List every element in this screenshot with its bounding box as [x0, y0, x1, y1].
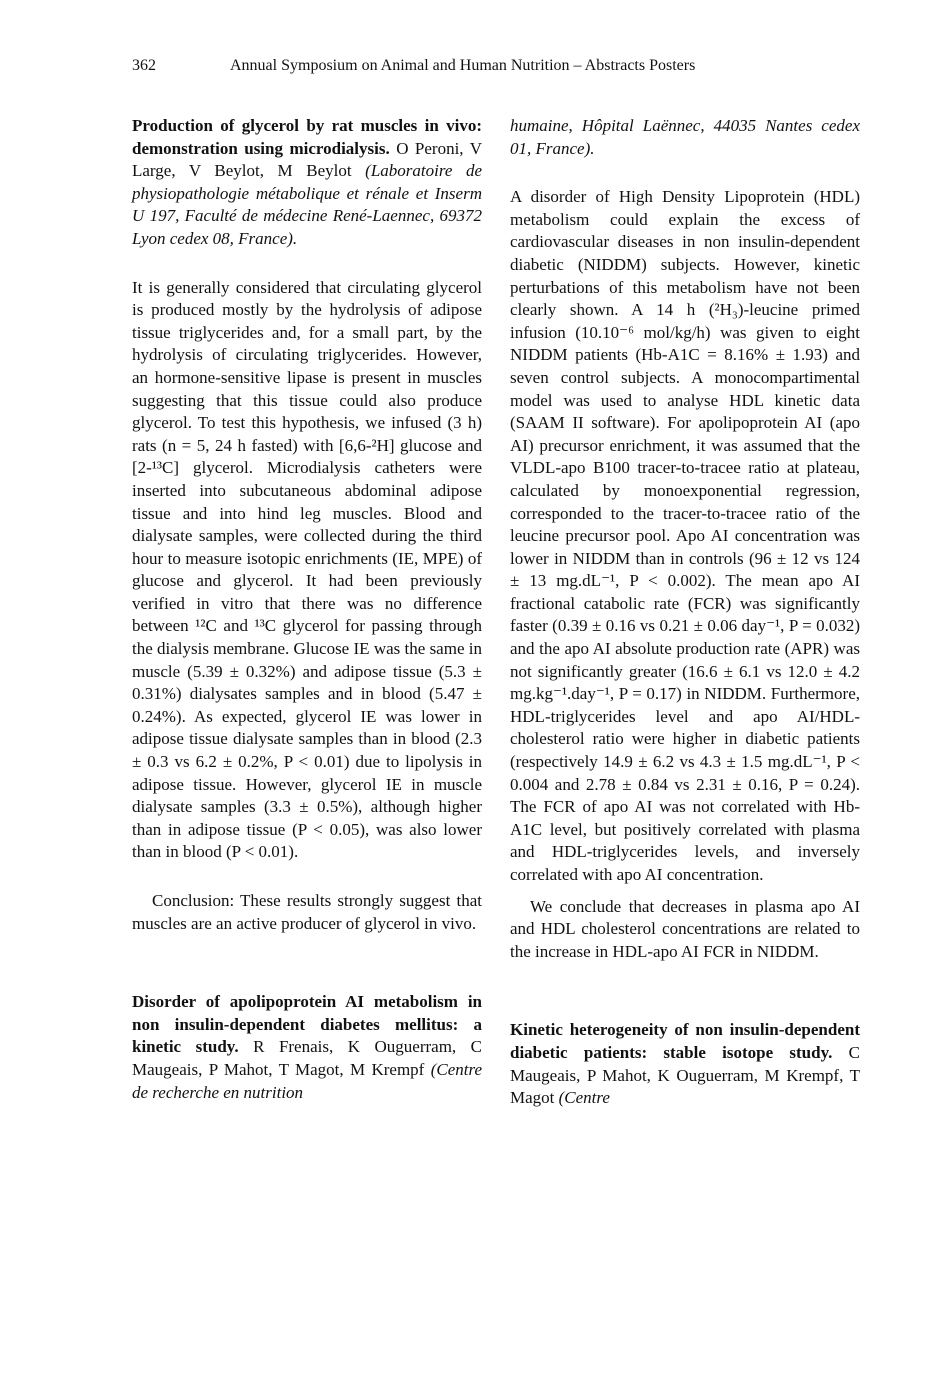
- abstract-apo-ai-metabolism-continued: [510, 115, 860, 963]
- abstract-affiliation: (Laboratoire de physiopathologie métabolique et rénale et Inserm U 197, Faculté de médecine René-Laennec, 69372 Lyon cedex 08, France).: [132, 161, 482, 248]
- abstract-authors: R Frenais, K Ouguerram, C Maugeais, P Mahot, T Magot, M Krempf: [132, 1037, 483, 1079]
- right-column: [510, 115, 860, 1110]
- abstract-title: Kinetic heterogeneity of non insulin-dependent diabetic patients: stable isotope study.: [510, 1020, 860, 1062]
- abstract-title: Production of glycerol by rat muscles in vivo: demonstration using microdialysis.: [132, 116, 482, 158]
- left-column: [132, 115, 482, 1104]
- running-title: Annual Symposium on Animal and Human Nutrition – Abstracts Posters: [230, 57, 696, 74]
- abstract-heading: [132, 115, 482, 251]
- abstract-apo-ai-metabolism: [132, 991, 482, 1104]
- abstract-body: It is generally considered that circulating glycerol is produced mostly by the hydrolysis of adipose tissue triglycerides and, for a small part, by the hydrolysis of circulating triglycerides. However, an hormone-sensitive lipase is present in muscles suggesting that this tissue could also produce glycerol. To test this hypothesis, we infused (3 h) rats (n = 5, 24 h fasted) with [6,6-²H] glucose and [2-¹³C] glycerol. Microdialysis catheters were inserted into subcutaneous abdominal adipose tissue and into hind leg muscles. Blood and dialysate samples, were collected during the third hour to measure isotopic enrichments (IE, MPE) of glucose and glycerol. It had been previously verified in vitro that there was no difference between ¹²C and ¹³C glycerol for passing through the dialysis membrane. Glucose IE was the same in muscle (5.39 ± 0.32%) and adipose tissue (5.3 ± 0.31%) dialysates samples and in blood (5.47 ± 0.24%). As expected, glycerol IE was lower in adipose tissue dialysate samples than in blood (2.3 ± 0.3 vs 6.2 ± 0.2%, P < 0.01) due to lipolysis in adipose tissue. However, glycerol IE in muscle dialysate samples (3.3 ± 0.5%), although higher than in adipose tissue (P < 0.05), was also lower than in blood (P < 0.01).: [132, 277, 482, 862]
- abstract-authors: O Peroni, V Large, V Beylot, M Beylot: [132, 138, 482, 181]
- abstract-conclusion: Conclusion: These results strongly suggest that muscles are an active producer of glycerol in vivo.: [132, 891, 482, 933]
- abstract-kinetic-heterogeneity: [510, 1019, 860, 1109]
- abstract-affiliation-continued: humaine, Hôpital Laënnec, 44035 Nantes cedex 01, France).: [510, 116, 860, 158]
- abstract-authors: C Maugeais, P Mahot, K Ouguerram, M Krempf, T Magot: [510, 1042, 861, 1108]
- abstract-affiliation: (Centre: [558, 1088, 610, 1108]
- abstract-conclusion: We conclude that decreases in plasma apo AI and HDL cholesterol concentrations are related to the increase in HDL-apo AI FCR in NIDDM.: [510, 896, 860, 961]
- page-number: 362: [132, 57, 156, 74]
- abstract-affiliation: (Centre de recherche en nutrition: [132, 1059, 483, 1102]
- abstract-heading: [132, 991, 482, 1104]
- abstract-body: A disorder of High Density Lipoprotein (HDL) metabolism could explain the excess of cardiovascular diseases in non insulin-dependent diabetic (NIDDM) subjects. However, kinetic perturbations of this metabolism have not been clearly shown. A 14 h (²H₃)-leucine primed infusion (10.10⁻⁶ mol/kg/h) was given to eight NIDDM patients (Hb-A1C = 8.16% ± 1.93) and seven control subjects. A monocompartimental model was used to analyse HDL kinetic data (SAAM II software). For apolipoprotein AI (apo AI) precursor enrichment, it was assumed that the VLDL-apo B100 tracer-to-tracee ratio at plateau, calculated by monoexponential regression, corresponded to the tracer-to-tracee ratio of the leucine precursor pool. Apo AI concentration was lower in NIDDM than in controls (96 ± 12 vs 124 ± 13 mg.dL⁻¹, P < 0.002). The mean apo AI fractional catabolic rate (FCR) was significantly faster (0.39 ± 0.16 vs 0.21 ± 0.06 day⁻¹, P = 0.032) and the apo AI absolute production rate (APR) was not significantly greater (16.6 ± 6.1 vs 12.0 ± 4.2 mg.kg⁻¹.day⁻¹, P = 0.17) in NIDDM. Furthermore, HDL-triglycerides level and apo AI/HDL-cholesterol ratio were higher in diabetic patients (respectively 14.9 ± 6.2 vs 4.3 ± 1.5 mg.dL⁻¹, P < 0.004 and 2.78 ± 0.84 vs 2.31 ± 0.16, P = 0.24). The FCR of apo AI was not correlated with Hb-A1C level, but positively correlated with plasma and HDL-triglycerides levels, and inversely correlated with apo AI concentration.: [510, 187, 860, 884]
- abstract-title: Disorder of apolipoprotein AI metabolism in non insulin-dependent diabetes mellitus: a kinetic study.: [132, 992, 482, 1057]
- running-header: [0, 57, 930, 81]
- abstract-heading: [510, 1019, 860, 1109]
- abstract-glycerol-production: [132, 115, 482, 935]
